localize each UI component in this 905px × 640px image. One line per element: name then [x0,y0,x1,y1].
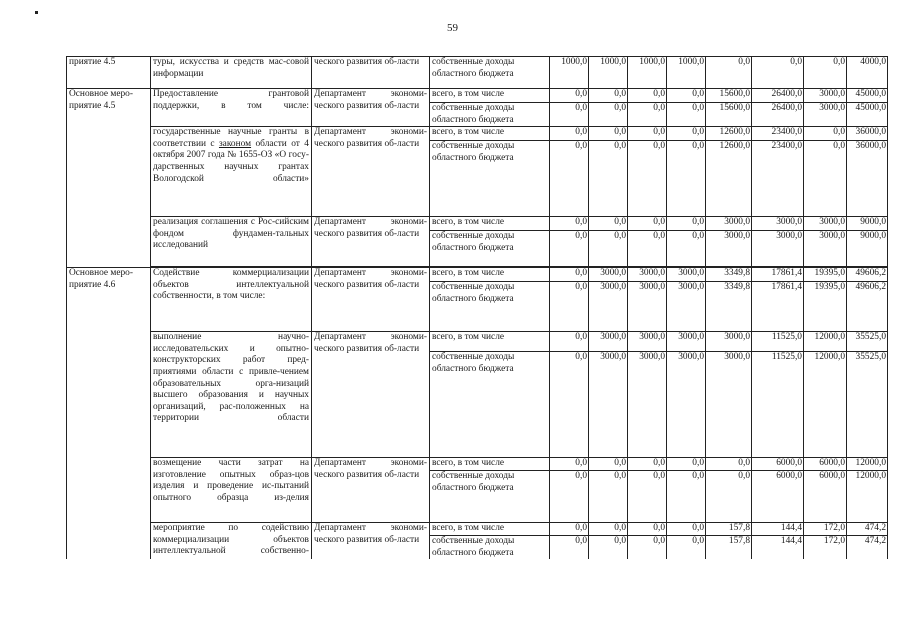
cell-value: 0,0 [804,141,847,217]
cell-value: 26400,0 [752,89,804,103]
cell-source: всего, в том числе [430,217,550,231]
cell-executor: Департамент экономи-ческого развития об-ласти [312,217,430,267]
cell-value: 6000,0 [804,471,847,523]
cell-value: 0,0 [550,231,589,267]
cell-value: 3000,0 [667,352,706,458]
cell-source: собственные доходы областного бюджета [430,282,550,332]
cell-event-name [151,127,312,217]
table-row [67,268,888,282]
cell-value: 172,0 [804,523,847,536]
cell-value: 0,0 [550,458,589,471]
cell-event-name: Предоставление грантовой поддержки, в том числе: [151,89,312,127]
cell-value: 0,0 [550,268,589,282]
cell-value: 0,0 [550,523,589,536]
cell-value: 0,0 [589,141,628,217]
cell-event-name: туры, искусства и средств мас-совой информации [151,57,312,89]
cell-value: 26400,0 [752,103,804,127]
cell-source: собственные доходы областного бюджета [430,352,550,458]
cell-event-code: Основное меро-приятие 4.5 [67,89,151,268]
cell-source: собственные доходы областного бюджета [430,103,550,127]
cell-value: 0,0 [589,231,628,267]
cell-value: 45000,0 [847,89,888,103]
cell-value: 0,0 [628,103,667,127]
cell-executor: Департамент экономи-ческого развития об-ласти [312,268,430,332]
cell-event-name: выполнение научно-исследовательских и опытно-конструкторских работ пред-приятиями области с привле-чением образовательных орга-низаций высшего образования и научных организаций, рас-положенных на территории области [151,332,312,458]
cell-value: 0,0 [752,57,804,89]
cell-value: 0,0 [550,217,589,231]
cell-source: всего, в том числе [430,523,550,536]
cell-value: 144,4 [752,523,804,536]
cell-value: 3000,0 [706,217,752,231]
cell-value: 3000,0 [667,332,706,352]
cell-value: 49606,2 [847,268,888,282]
cell-value: 3000,0 [628,332,667,352]
cell-value: 3000,0 [589,282,628,332]
cell-value: 23400,0 [752,141,804,217]
cell-value: 0,0 [550,471,589,523]
cell-value: 157,8 [706,536,752,560]
cell-source: собственные доходы областного бюджета [430,141,550,217]
cell-value: 45000,0 [847,103,888,127]
cell-value: 12000,0 [847,458,888,471]
cell-value: 3000,0 [752,217,804,231]
cell-value: 0,0 [706,458,752,471]
cell-value: 9000,0 [847,231,888,267]
cell-value: 11525,0 [752,332,804,352]
cell-source: собственные доходы областного бюджета [430,471,550,523]
cell-value: 3000,0 [804,89,847,103]
cell-value: 0,0 [550,127,589,141]
cell-value: 0,0 [628,89,667,103]
cell-value: 0,0 [589,217,628,231]
cell-value: 12600,0 [706,141,752,217]
cell-value: 3000,0 [628,352,667,458]
cell-value: 0,0 [667,536,706,560]
cell-executor: Департамент экономи-ческого развития об-ласти [312,127,430,217]
cell-source: всего, в том числе [430,458,550,471]
cell-value: 0,0 [589,127,628,141]
cell-value: 172,0 [804,536,847,560]
cell-executor: ческого развития об-ласти [312,57,430,89]
table-row [67,127,888,141]
cell-value: 0,0 [628,141,667,217]
cell-value: 19395,0 [804,268,847,282]
cell-value: 3000,0 [804,231,847,267]
cell-value: 3000,0 [628,268,667,282]
cell-value: 3349,8 [706,268,752,282]
cell-value: 1000,0 [550,57,589,89]
cell-value: 0,0 [667,231,706,267]
cell-event-name: мероприятие по содействию коммерциализации объектов интеллектуальной собственно- [151,523,312,560]
cell-event-name: реализация соглашения с Рос-сийским фондом фундамен-тальных исследований [151,217,312,267]
law-link[interactable]: законом [218,138,252,149]
cell-value: 0,0 [667,141,706,217]
cell-value: 9000,0 [847,217,888,231]
cell-value: 3000,0 [628,282,667,332]
cell-value: 1000,0 [589,57,628,89]
cell-value: 0,0 [550,352,589,458]
cell-value: 0,0 [589,523,628,536]
cell-value: 144,4 [752,536,804,560]
cell-value: 157,8 [706,523,752,536]
table-row [67,523,888,536]
cell-value: 3000,0 [706,332,752,352]
cell-value: 0,0 [589,103,628,127]
cell-value: 0,0 [667,217,706,231]
cell-value: 0,0 [589,471,628,523]
cell-value: 36000,0 [847,127,888,141]
cell-value: 0,0 [550,332,589,352]
cell-source: всего, в том числе [430,89,550,103]
cell-value: 3000,0 [706,352,752,458]
cell-value: 0,0 [550,536,589,560]
cell-value: 4000,0 [847,57,888,89]
cell-value: 3000,0 [589,268,628,282]
cell-event-code: приятие 4.5 [67,57,151,89]
cell-value: 0,0 [667,103,706,127]
cell-value: 1000,0 [667,57,706,89]
cell-value: 3000,0 [706,231,752,267]
cell-value: 0,0 [550,282,589,332]
cell-value: 19395,0 [804,282,847,332]
table-row [67,57,888,89]
cell-value: 12000,0 [847,471,888,523]
cell-value: 0,0 [667,523,706,536]
grant-text-start: государственные научные гранты в соответствии с [153,127,309,149]
table-row [67,332,888,352]
cell-value: 49606,2 [847,282,888,332]
cell-value: 0,0 [589,458,628,471]
cell-value: 23400,0 [752,127,804,141]
cell-value: 11525,0 [752,352,804,458]
cell-source: собственные доходы областного бюджета [430,536,550,560]
cell-value: 0,0 [628,523,667,536]
cell-value: 3000,0 [667,282,706,332]
cell-value: 15600,0 [706,89,752,103]
cell-value: 36000,0 [847,141,888,217]
cell-value: 0,0 [804,57,847,89]
cell-value: 474,2 [847,536,888,560]
cell-value: 35525,0 [847,352,888,458]
cell-value: 0,0 [628,458,667,471]
budget-table [66,56,888,559]
cell-value: 12600,0 [706,127,752,141]
scan-dot [35,11,38,14]
cell-value: 0,0 [589,89,628,103]
cell-value: 0,0 [628,231,667,267]
cell-executor: Департамент экономи-ческого развития об-ласти [312,523,430,560]
cell-value: 0,0 [628,217,667,231]
cell-value: 3000,0 [589,332,628,352]
cell-source: всего, в том числе [430,127,550,141]
cell-value: 17861,4 [752,268,804,282]
cell-executor: Департамент экономи-ческого развития об-ласти [312,458,430,523]
cell-value: 0,0 [550,103,589,127]
cell-value: 0,0 [667,127,706,141]
cell-value: 474,2 [847,523,888,536]
cell-value: 3000,0 [589,352,628,458]
cell-value: 0,0 [667,471,706,523]
cell-executor: Департамент экономи-ческого развития об-ласти [312,89,430,127]
cell-value: 0,0 [667,89,706,103]
cell-executor: Департамент экономи-ческого развития об-ласти [312,332,430,458]
cell-value: 3349,8 [706,282,752,332]
cell-value: 35525,0 [847,332,888,352]
cell-value: 0,0 [628,127,667,141]
cell-value: 0,0 [589,536,628,560]
cell-value: 0,0 [706,471,752,523]
cell-source: всего, в том числе [430,268,550,282]
cell-value: 0,0 [667,458,706,471]
cell-value: 15600,0 [706,103,752,127]
cell-event-code: Основное меро-приятие 4.6 [67,268,151,560]
cell-event-name: возмещение части затрат на изготовление опытных образ-цов изделия и проведение ис-пытаний опытного образца из-делия [151,458,312,523]
cell-value: 0,0 [628,471,667,523]
cell-value: 0,0 [550,89,589,103]
table-row [67,458,888,471]
cell-value: 6000,0 [804,458,847,471]
cell-value: 12000,0 [804,352,847,458]
grant-text-end: области от 4 октября 2007 года № 1655-ОЗ «О госу-дарственных научных грантах Вологодской области» [153,138,309,184]
cell-value: 0,0 [628,536,667,560]
cell-value: 0,0 [550,141,589,217]
cell-value: 6000,0 [752,458,804,471]
page-number: 59 [447,22,458,34]
cell-source: собственные доходы областного бюджета [430,57,550,89]
cell-value: 6000,0 [752,471,804,523]
cell-value: 0,0 [804,127,847,141]
cell-value: 12000,0 [804,332,847,352]
cell-value: 3000,0 [804,217,847,231]
cell-value: 0,0 [706,57,752,89]
table-row [67,217,888,231]
cell-value: 3000,0 [752,231,804,267]
cell-source: собственные доходы областного бюджета [430,231,550,267]
cell-source: всего, в том числе [430,332,550,352]
cell-event-name: Содействие коммерциализации объектов интеллектуальной собственности, в том числе: [151,268,312,332]
cell-value: 3000,0 [804,103,847,127]
cell-value: 17861,4 [752,282,804,332]
cell-value: 3000,0 [667,268,706,282]
cell-value: 1000,0 [628,57,667,89]
table-row [67,89,888,103]
